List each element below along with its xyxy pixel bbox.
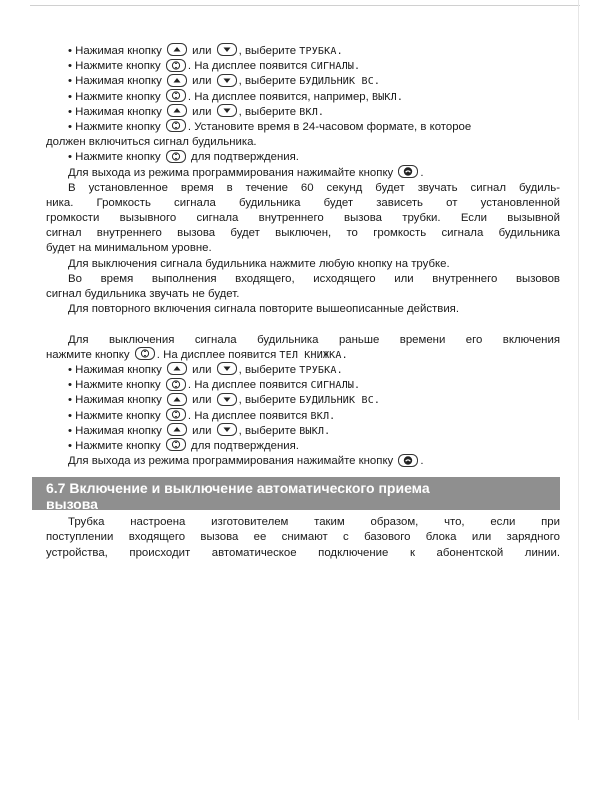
step-text: Для выхода из режима программирования нажимайте кнопку xyxy=(68,166,394,179)
display-text: ТРУБКА. xyxy=(299,364,343,376)
paragraph-line: ника. Громкость сигнала будильника будет зависеть от установленной xyxy=(46,196,560,209)
top-border-line xyxy=(30,5,580,6)
step-text: • Нажимая кнопку xyxy=(68,363,162,376)
step-text: . xyxy=(420,166,424,179)
step-line xyxy=(46,150,560,165)
display-text: БУДИЛЬНИК ВС. xyxy=(299,76,381,88)
display-text: БУДИЛЬНИК ВС. xyxy=(299,395,381,407)
down-key-icon xyxy=(217,393,237,406)
step-text: • Нажимая кнопку xyxy=(68,105,162,118)
display-text: СИГНАЛЫ. xyxy=(310,380,361,392)
paragraph-line: Во время выполнения входящего, исходящего или внутреннего вызовов xyxy=(68,272,560,285)
step-text: • Нажмите кнопку xyxy=(68,60,161,73)
step-text: , выберите xyxy=(238,394,297,407)
step-text: • Нажимая кнопку xyxy=(68,45,162,57)
step-text: • Нажмите кнопку xyxy=(68,439,161,452)
down-key-icon xyxy=(217,43,237,56)
step-line xyxy=(46,59,560,74)
step-text: . На дисплее появится xyxy=(187,409,308,422)
step-line: должен включиться сигнал будильника. xyxy=(46,136,257,149)
step-line xyxy=(46,409,560,424)
step-text: или xyxy=(192,394,212,407)
end-key-icon xyxy=(398,454,418,467)
up-key-icon xyxy=(167,104,187,117)
step-text: • Нажимая кнопку xyxy=(68,394,162,407)
section-heading-line: 6.7 Включение и выключение автоматического приема xyxy=(46,480,430,497)
step-text: или xyxy=(192,45,212,57)
step-text: . На дисплее появится xyxy=(187,379,308,392)
step-text: или xyxy=(192,105,212,118)
step-line xyxy=(46,74,560,89)
step-text: • Нажмите кнопку xyxy=(68,151,161,164)
step-line xyxy=(46,439,560,454)
down-key-icon xyxy=(217,74,237,87)
step-text: , выберите xyxy=(238,75,297,88)
paragraph-line: Для повторного включения сигнала повторите вышеописанные действия. xyxy=(68,303,460,316)
display-text: ВЫКЛ. xyxy=(299,425,331,437)
step-text: , выберите xyxy=(238,45,297,57)
menu-key-icon xyxy=(166,408,186,421)
step-text: . xyxy=(420,455,424,468)
up-key-icon xyxy=(167,423,187,436)
step-text: . На дисплее появится, например, xyxy=(187,90,369,103)
step-text: • Нажимая кнопку xyxy=(68,424,162,437)
up-key-icon xyxy=(167,362,187,375)
display-text: ТЕЛ КНИЖКА. xyxy=(279,349,348,361)
step-line xyxy=(46,44,560,59)
down-key-icon xyxy=(217,104,237,117)
step-line xyxy=(46,105,560,120)
right-border-line xyxy=(578,0,579,720)
step-line xyxy=(46,120,560,135)
up-key-icon xyxy=(167,393,187,406)
blank-line xyxy=(46,317,560,332)
paragraph-line: Для выключения сигнала будильника нажмите любую кнопку на трубке. xyxy=(68,257,450,270)
section-heading-line: вызова xyxy=(46,496,98,513)
down-key-icon xyxy=(217,423,237,436)
document-page xyxy=(46,44,560,561)
up-key-icon xyxy=(167,74,187,87)
menu-key-icon xyxy=(166,150,186,163)
menu-key-icon xyxy=(166,119,186,132)
step-text: • Нажмите кнопку xyxy=(68,90,161,103)
step-line xyxy=(46,393,560,408)
paragraph-line: устройства, происходит автоматическое подключение к абонентской линии. xyxy=(46,546,560,559)
exit-instruction xyxy=(46,166,560,181)
step-text: или xyxy=(192,75,212,88)
display-text: ТРУБКА. xyxy=(299,46,343,57)
menu-key-icon xyxy=(166,89,186,102)
menu-key-icon xyxy=(166,378,186,391)
menu-key-icon xyxy=(166,59,186,72)
step-line xyxy=(46,378,560,393)
step-line xyxy=(46,424,560,439)
paragraph-line: поступлении входящего вызова ее снимают с базового блока или зарядного xyxy=(46,531,560,544)
step-text: , выберите xyxy=(238,105,297,118)
paragraph-line: сигнал будильника звучать не будет. xyxy=(46,288,240,300)
section-heading xyxy=(32,477,560,513)
paragraph-line: Трубка настроена изготовителем таким образом, что, если при xyxy=(68,516,560,529)
down-key-icon xyxy=(217,362,237,375)
display-text: ВКЛ. xyxy=(299,106,325,118)
display-text: СИГНАЛЫ. xyxy=(310,61,361,73)
step-text: , выберите xyxy=(238,363,297,376)
up-key-icon xyxy=(167,43,187,56)
step-line xyxy=(46,90,560,105)
step-text: для подтверждения. xyxy=(191,151,299,164)
paragraph-line: В установленное время в течение 60 секунд будет звучать сигнал будиль- xyxy=(68,181,560,194)
paragraph-line: сигнал внутреннего вызова будет выключен, то громкость сигнала будильника xyxy=(46,227,560,240)
step-text: • Нажмите кнопку xyxy=(68,120,161,133)
end-key-icon xyxy=(398,165,418,178)
menu-key-icon xyxy=(135,347,155,360)
menu-key-icon xyxy=(166,438,186,451)
step-text: Для выхода из режима программирования нажимайте кнопку xyxy=(68,455,394,468)
step-text: , выберите xyxy=(238,424,297,437)
step-text: нажмите кнопку xyxy=(46,348,130,361)
step-text: для подтверждения. xyxy=(191,439,299,452)
step-text: • Нажимая кнопку xyxy=(68,75,162,88)
step-text: • Нажмите кнопку xyxy=(68,379,161,392)
paragraph-line: громкости вызывного сигнала внутреннего вызова трубки. Если вызывной xyxy=(46,212,560,225)
paragraph-line xyxy=(46,348,560,363)
step-text: . На дисплее появится xyxy=(187,60,308,73)
step-text: . Установите время в 24-часовом формате, в которое xyxy=(187,120,472,133)
step-text: или xyxy=(192,424,212,437)
paragraph-line: будет на минимальном уровне. xyxy=(46,242,212,255)
step-text: . На дисплее появится xyxy=(156,348,277,361)
paragraph-line: Для выключения сигнала будильника раньше времени его включения xyxy=(68,333,560,346)
display-text: ВКЛ. xyxy=(310,410,336,422)
exit-instruction xyxy=(46,454,560,469)
step-line xyxy=(46,363,560,378)
step-text: или xyxy=(192,363,212,376)
step-text: • Нажмите кнопку xyxy=(68,409,161,422)
display-text: ВЫКЛ. xyxy=(371,91,404,103)
